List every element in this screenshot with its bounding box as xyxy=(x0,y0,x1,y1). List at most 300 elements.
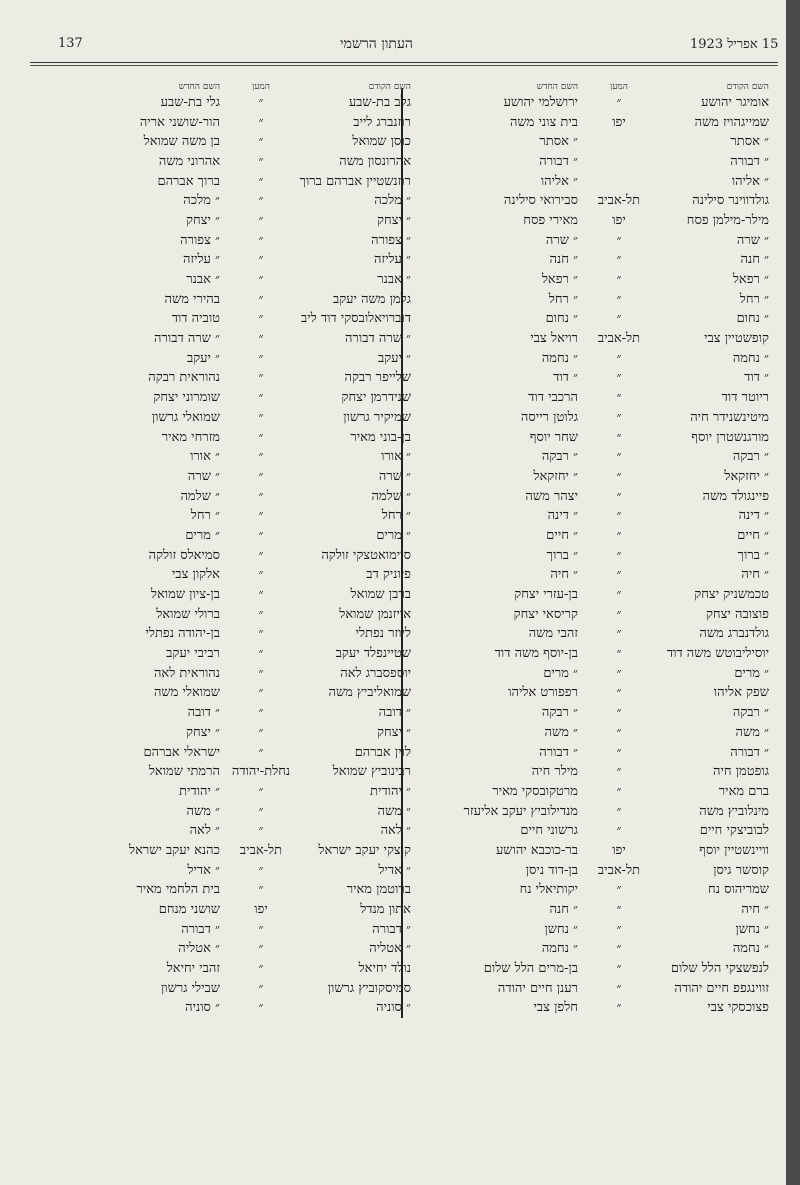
table-row xyxy=(50,742,415,762)
old-name-cell: גולדווינר סילינה xyxy=(692,193,769,209)
address-cell: ״ xyxy=(258,823,264,839)
old-name-cell: קוצקי יעקב ישראל xyxy=(318,842,411,858)
old-name-cell: אומיגר יהושע xyxy=(701,94,769,110)
table-row xyxy=(50,958,415,978)
new-name-cell: ״ יהודית xyxy=(179,783,220,799)
new-name-cell: נהוראית רבקה xyxy=(148,370,220,386)
address-cell: ״ xyxy=(616,705,622,721)
table-row xyxy=(408,545,773,565)
table-row xyxy=(408,998,773,1018)
address-cell: ״ xyxy=(616,370,622,386)
address-cell: ״ xyxy=(258,193,264,209)
new-name-cell: זהבי משה xyxy=(528,626,578,642)
table-row xyxy=(50,466,415,486)
new-name-cell: ״ אטליה xyxy=(178,941,220,957)
address-cell: ״ xyxy=(258,134,264,150)
table-row xyxy=(50,525,415,545)
table-row xyxy=(50,328,415,348)
table-row xyxy=(50,407,415,427)
old-name-cell: דוברויאלובסקי דוד ליב xyxy=(300,311,411,327)
table-row xyxy=(408,368,773,388)
address-cell: יפו xyxy=(612,842,626,858)
old-name-cell: טכמשניק יצחק xyxy=(694,587,769,603)
old-name-cell: נולד יחיאל xyxy=(358,961,411,977)
new-name-cell: אלקון צבי xyxy=(171,567,220,583)
table-row xyxy=(50,643,415,663)
address-cell: ״ xyxy=(616,429,622,445)
address-cell: ״ xyxy=(258,724,264,740)
table-row xyxy=(408,466,773,486)
table-row xyxy=(408,289,773,309)
old-name-cell: ״ יצחק xyxy=(377,212,411,228)
old-name-cell: סיימואטצקי זולקה xyxy=(321,547,411,563)
address-cell: ״ xyxy=(258,646,264,662)
old-name-cell: ״ דבורה xyxy=(730,744,769,760)
table-row xyxy=(408,958,773,978)
address-cell: ״ xyxy=(258,350,264,366)
address-cell: ״ xyxy=(616,390,622,406)
table-row xyxy=(408,131,773,151)
address-cell: ״ xyxy=(616,232,622,248)
table-row xyxy=(50,131,415,151)
new-name-cell: ״ אבנר xyxy=(186,272,220,288)
table-row xyxy=(408,328,773,348)
header-new-name: השם החדש xyxy=(178,82,220,92)
old-name-cell: אתון מנדל xyxy=(360,902,411,918)
old-name-cell: ברוטמן מאיר xyxy=(346,882,411,898)
address-cell: תל-אביב xyxy=(597,862,641,878)
old-name-cell: ריוטר דוד xyxy=(721,390,769,406)
address-cell: ״ xyxy=(616,626,622,642)
table-row xyxy=(50,289,415,309)
old-name-cell: ״ יחזקאל xyxy=(724,468,769,484)
new-name-cell: שמואלי משה xyxy=(153,685,220,701)
old-name-cell: ״ חיים xyxy=(737,527,769,543)
issue-date: 15 אפריל 1923 xyxy=(690,37,779,52)
new-name-cell: ״ רפאל xyxy=(541,272,578,288)
old-name-cell: ״ רבקה xyxy=(732,705,769,721)
old-name-cell: גולדנברג משה xyxy=(699,626,769,642)
new-name-cell: שבילי גרשון xyxy=(160,980,220,996)
address-cell: ״ xyxy=(258,547,264,563)
old-name-cell: מיטינשנידר חיה xyxy=(690,409,769,425)
table-row xyxy=(50,683,415,703)
new-name-cell: מילר חיה xyxy=(531,764,578,780)
new-name-cell: ״ דובה xyxy=(187,705,220,721)
new-name-cell: שמואלי גרשון xyxy=(151,409,220,425)
table-row xyxy=(408,584,773,604)
new-name-cell: ״ משה xyxy=(544,724,578,740)
old-name-cell: שמייגהויז משה xyxy=(694,114,769,130)
old-name-cell: ״ אסתר xyxy=(730,134,769,150)
new-name-cell: בן-מרים הלל שלום xyxy=(483,961,578,977)
new-name-cell: ״ לאה xyxy=(189,823,220,839)
old-name-cell: ״ ברוך xyxy=(737,547,769,563)
address-cell: ״ xyxy=(258,567,264,583)
old-name-cell: רבינוביץ שמואל xyxy=(332,764,411,780)
address-cell: ״ xyxy=(258,744,264,760)
address-cell: ״ xyxy=(616,921,622,937)
new-name-cell: בהירי משה xyxy=(164,291,220,307)
old-name-cell: ״ שרה xyxy=(736,232,769,248)
table-row xyxy=(50,820,415,840)
header-new-name: השם החדש xyxy=(536,82,578,92)
publication-title: העתון הרשמי xyxy=(340,36,413,52)
table-row xyxy=(50,801,415,821)
old-name-cell: ״ יהודית xyxy=(370,783,411,799)
new-name-cell: יקותיאלי נח xyxy=(519,882,578,898)
new-name-cell: ״ עליזה xyxy=(182,252,220,268)
old-name-cell: מילר-מילמן פסח xyxy=(686,212,769,228)
new-name-cell: קריסאי יצחק xyxy=(513,606,578,622)
table-row xyxy=(408,565,773,585)
old-name-cell: ״ שלמה xyxy=(371,488,411,504)
old-name-cell: ״ מלכה xyxy=(374,193,411,209)
table-row xyxy=(408,309,773,329)
old-name-cell: וויינשטיין יוסף xyxy=(699,842,769,858)
address-cell: ״ xyxy=(616,783,622,799)
address-cell: ״ xyxy=(258,311,264,327)
table-row xyxy=(50,722,415,742)
table-row xyxy=(50,387,415,407)
new-name-cell: ״ מרים xyxy=(185,527,220,543)
old-name-cell: יוסיליבוטש משה דוד xyxy=(666,646,769,662)
old-name-cell: ״ אליהו xyxy=(731,173,769,189)
new-name-cell: ״ נחמה xyxy=(541,350,578,366)
new-name-cell: ״ דוד xyxy=(553,370,578,386)
address-cell: ״ xyxy=(258,980,264,996)
address-cell: ״ xyxy=(616,527,622,543)
new-name-cell: רויאל צבי xyxy=(530,331,578,347)
header-rule xyxy=(30,65,778,66)
address-cell: ״ xyxy=(258,626,264,642)
address-cell: ״ xyxy=(616,744,622,760)
new-name-cell: ״ נחשן xyxy=(544,921,578,937)
table-row xyxy=(408,722,773,742)
table-row xyxy=(408,840,773,860)
header-address: המען xyxy=(610,82,628,92)
new-name-cell: אהרוני משה xyxy=(158,153,220,169)
old-name-cell: ״ חנה xyxy=(740,252,769,268)
new-name-cell: מזרחי מאיר xyxy=(161,429,220,445)
table-row xyxy=(408,899,773,919)
table-row xyxy=(50,368,415,388)
address-cell: ״ xyxy=(616,941,622,957)
new-name-cell: בית צוני משה xyxy=(509,114,578,130)
table-row xyxy=(50,702,415,722)
table-row xyxy=(50,92,415,112)
new-name-cell: ״ רחל xyxy=(548,291,578,307)
address-cell: תל-אביב xyxy=(239,842,283,858)
address-cell: ״ xyxy=(616,252,622,268)
new-name-cell: ״ שרה דבורה xyxy=(154,331,220,347)
new-name-cell: ״ אדיל xyxy=(187,862,220,878)
old-name-cell: רוזנברג לייב xyxy=(353,114,411,130)
old-name-cell: ״ דבורה xyxy=(730,153,769,169)
old-name-cell: ״ לאה xyxy=(380,823,411,839)
old-name-cell: פיוניק דב xyxy=(366,567,411,583)
address-cell: ״ xyxy=(258,252,264,268)
new-name-cell: ״ דבורה xyxy=(539,153,578,169)
new-name-cell: בן-דוד ניסן xyxy=(525,862,578,878)
old-name-cell: זווינגפפ חיים יהודה xyxy=(674,980,769,996)
old-name-cell: ליוזר נפתלי xyxy=(355,626,411,642)
table-row xyxy=(50,840,415,860)
old-name-cell: קוסשר גיסן xyxy=(713,862,769,878)
old-name-cell: שנידרמן יצחק xyxy=(341,390,411,406)
table-row xyxy=(408,505,773,525)
header-rule xyxy=(30,62,778,63)
table-row xyxy=(50,545,415,565)
new-name-cell: בר-כוכבא יהושע xyxy=(495,842,578,858)
table-row xyxy=(408,151,773,171)
new-name-cell: ״ שרה xyxy=(545,232,578,248)
address-cell: ״ xyxy=(258,587,264,603)
address-cell: ״ xyxy=(258,390,264,406)
address-cell: ״ xyxy=(258,468,264,484)
address-cell: ״ xyxy=(258,409,264,425)
new-name-cell: ״ יצחק xyxy=(186,724,220,740)
old-name-cell: גלמן משה יעקב xyxy=(332,291,411,307)
old-name-cell: רוזנשטיין אברהם ברוך xyxy=(299,173,411,189)
address-cell: תל-אביב xyxy=(597,331,641,347)
new-name-cell: רפפורט אליהו xyxy=(508,685,578,701)
new-name-cell: סמיאלס זולקה xyxy=(148,547,220,563)
address-cell: ״ xyxy=(258,173,264,189)
new-name-cell: ״ יחזקאל xyxy=(533,468,578,484)
new-name-cell: ״ שלמה xyxy=(180,488,220,504)
old-name-cell: בן-בוני מאיר xyxy=(350,429,411,445)
new-name-cell: ״ אורו xyxy=(190,449,220,465)
table-row xyxy=(408,269,773,289)
old-name-cell: שמואליביץ משה xyxy=(328,685,411,701)
old-name-cell: ברבן שמואל xyxy=(350,587,411,603)
address-cell: ״ xyxy=(258,212,264,228)
table-row xyxy=(50,505,415,525)
old-name-cell: יוספסברג לאה xyxy=(340,665,411,681)
old-name-cell: גלב בת-שבע xyxy=(348,94,411,110)
table-row xyxy=(408,761,773,781)
old-name-cell: מינלוביץ משה xyxy=(699,803,769,819)
new-name-cell: ״ דבורה xyxy=(181,921,220,937)
table-row xyxy=(50,998,415,1018)
old-name-cell: ״ חיה xyxy=(741,902,769,918)
table-row xyxy=(50,781,415,801)
header-address: המען xyxy=(252,82,270,92)
old-name-cell: ״ יעקב xyxy=(377,350,411,366)
old-name-cell: ״ אורו xyxy=(381,449,411,465)
old-name-cell: לבוביצקי חיים xyxy=(699,823,769,839)
old-name-cell: שמיקיר גרשון xyxy=(343,409,411,425)
address-cell: ״ xyxy=(616,1000,622,1016)
address-cell: ״ xyxy=(258,705,264,721)
address-cell: ״ xyxy=(258,488,264,504)
new-name-cell: ״ חנה xyxy=(549,902,578,918)
table-row xyxy=(408,880,773,900)
address-cell: ״ xyxy=(616,724,622,740)
address-cell: ״ xyxy=(258,232,264,248)
address-cell: יפו xyxy=(254,902,268,918)
address-cell: ״ xyxy=(258,783,264,799)
old-name-cell: לנפשצקי הלל שלום xyxy=(670,961,769,977)
address-cell: ״ xyxy=(616,961,622,977)
new-name-cell: הרכבי דוד xyxy=(528,390,578,406)
address-cell: ״ xyxy=(616,409,622,425)
table-row xyxy=(408,663,773,683)
new-name-cell: מרטקובסקי מאיר xyxy=(492,783,578,799)
table-row xyxy=(50,978,415,998)
address-cell: ״ xyxy=(258,153,264,169)
old-name-cell: סמיסקוביץ גרשון xyxy=(327,980,411,996)
old-name-cell: אהרונסון משה xyxy=(339,153,411,169)
table-row xyxy=(408,387,773,407)
new-name-cell: ״ יעקב xyxy=(186,350,220,366)
old-name-cell: קופשטיין צבי xyxy=(704,331,769,347)
old-name-cell: ״ משה xyxy=(735,724,769,740)
table-row xyxy=(408,781,773,801)
new-name-cell: זהבי יחיאל xyxy=(166,961,220,977)
new-name-cell: ״ יצחק xyxy=(186,212,220,228)
address-cell: ״ xyxy=(258,291,264,307)
new-name-cell: ״ דבורה xyxy=(539,744,578,760)
new-name-cell: ״ אליהו xyxy=(540,173,578,189)
table-row xyxy=(408,643,773,663)
new-name-cell: ברוך אברהם xyxy=(157,173,220,189)
new-name-cell: בן-ציון שמואל xyxy=(150,587,220,603)
table-row xyxy=(408,742,773,762)
address-cell: ״ xyxy=(258,882,264,898)
old-name-cell: ״ יצחק xyxy=(377,724,411,740)
new-name-cell: שומרוני יצחק xyxy=(153,390,220,406)
address-cell: ״ xyxy=(258,961,264,977)
address-cell: ״ xyxy=(258,862,264,878)
old-name-cell: ״ שרה xyxy=(378,468,411,484)
new-name-cell: ״ מרים xyxy=(543,665,578,681)
new-name-cell: ״ חיה xyxy=(550,567,578,583)
table-row xyxy=(408,624,773,644)
address-cell: ״ xyxy=(258,331,264,347)
address-cell: ״ xyxy=(616,488,622,504)
address-cell: ״ xyxy=(258,449,264,465)
table-row xyxy=(408,860,773,880)
old-name-cell: ״ רחל xyxy=(739,291,769,307)
address-cell: ״ xyxy=(258,685,264,701)
new-name-cell: שושני מנחם xyxy=(158,902,220,918)
old-name-cell: ״ דבורה xyxy=(372,921,411,937)
old-name-cell: ״ רפאל xyxy=(732,272,769,288)
old-name-cell: ״ דוד xyxy=(744,370,769,386)
old-name-cell: לוין אברהם xyxy=(354,744,411,760)
old-name-cell: ״ דובה xyxy=(378,705,411,721)
address-cell: תל-אביב xyxy=(597,193,641,209)
address-cell: ״ xyxy=(258,114,264,130)
address-cell: ״ xyxy=(616,547,622,563)
old-name-cell: מורגנשטרן יוסף xyxy=(691,429,769,445)
new-name-cell: בית הלחמי מאיר xyxy=(136,882,220,898)
table-row xyxy=(408,919,773,939)
address-cell: ״ xyxy=(616,350,622,366)
address-cell: ״ xyxy=(258,527,264,543)
table-row xyxy=(50,584,415,604)
left-column xyxy=(50,76,415,1017)
table-row xyxy=(408,348,773,368)
address-cell: ״ xyxy=(258,941,264,957)
table-row xyxy=(50,565,415,585)
page-number: 137 xyxy=(58,36,83,51)
new-name-cell: ״ אסתר xyxy=(539,134,578,150)
address-cell: יפו xyxy=(612,114,626,130)
address-cell: ״ xyxy=(616,606,622,622)
old-name-cell: ״ סוניה xyxy=(376,1000,411,1016)
table-row xyxy=(408,250,773,270)
old-name-cell: ״ משה xyxy=(377,803,411,819)
table-row xyxy=(50,269,415,289)
new-name-cell: מנדילוביץ יעקב אליעזר xyxy=(463,803,578,819)
old-name-cell: שטיינפלד יעקב xyxy=(335,646,411,662)
new-name-cell: בן-עזרי יצחק xyxy=(514,587,578,603)
old-name-cell: ברם מאיר xyxy=(718,783,769,799)
table-row xyxy=(50,604,415,624)
new-name-cell: שחר יוסף xyxy=(529,429,578,445)
table-row xyxy=(50,663,415,683)
table-row xyxy=(408,604,773,624)
table-row xyxy=(50,486,415,506)
new-name-cell: טוביה דוד xyxy=(171,311,220,327)
table-row xyxy=(50,899,415,919)
new-name-cell: ״ סוניה xyxy=(185,1000,220,1016)
address-cell: נחלת-יהודה xyxy=(231,764,291,780)
address-cell: ״ xyxy=(616,646,622,662)
new-name-cell: ״ חיים xyxy=(546,527,578,543)
old-name-cell: פוצובה יצחק xyxy=(705,606,769,622)
address-cell: ״ xyxy=(258,803,264,819)
old-name-cell: ״ שרה דבורה xyxy=(345,331,411,347)
old-name-cell: ״ נחשן xyxy=(735,921,769,937)
table-row xyxy=(50,761,415,781)
new-name-cell: בן משה שמואל xyxy=(143,134,220,150)
table-row xyxy=(50,230,415,250)
address-cell: ״ xyxy=(616,685,622,701)
table-row xyxy=(50,250,415,270)
table-row xyxy=(50,309,415,329)
new-name-cell: ״ משה xyxy=(186,803,220,819)
address-cell: ״ xyxy=(616,803,622,819)
new-name-cell: ״ רבקה xyxy=(541,705,578,721)
old-name-cell: פיינגולד משה xyxy=(702,488,769,504)
address-cell: ״ xyxy=(616,272,622,288)
old-name-cell: ״ מרים xyxy=(376,527,411,543)
column-headers xyxy=(50,76,415,92)
new-name-cell: ״ מלכה xyxy=(183,193,220,209)
new-name-cell: ״ רבקה xyxy=(541,449,578,465)
scan-edge xyxy=(786,0,800,1185)
table-row xyxy=(50,151,415,171)
table-row xyxy=(408,820,773,840)
table-row xyxy=(408,427,773,447)
table-row xyxy=(408,446,773,466)
new-name-cell: ״ רחל xyxy=(190,508,220,524)
old-name-cell: ״ אדיל xyxy=(378,862,411,878)
new-name-cell: יצהר משה xyxy=(525,488,578,504)
table-row xyxy=(408,210,773,230)
new-name-cell: בן-יהודה נפתלי xyxy=(145,626,220,642)
table-row xyxy=(50,880,415,900)
table-row xyxy=(50,624,415,644)
old-name-cell: פצוכסקי צבי xyxy=(707,1000,769,1016)
new-name-cell: נהוראית לאה xyxy=(153,665,220,681)
right-column xyxy=(408,76,773,1017)
address-cell: ״ xyxy=(616,902,622,918)
